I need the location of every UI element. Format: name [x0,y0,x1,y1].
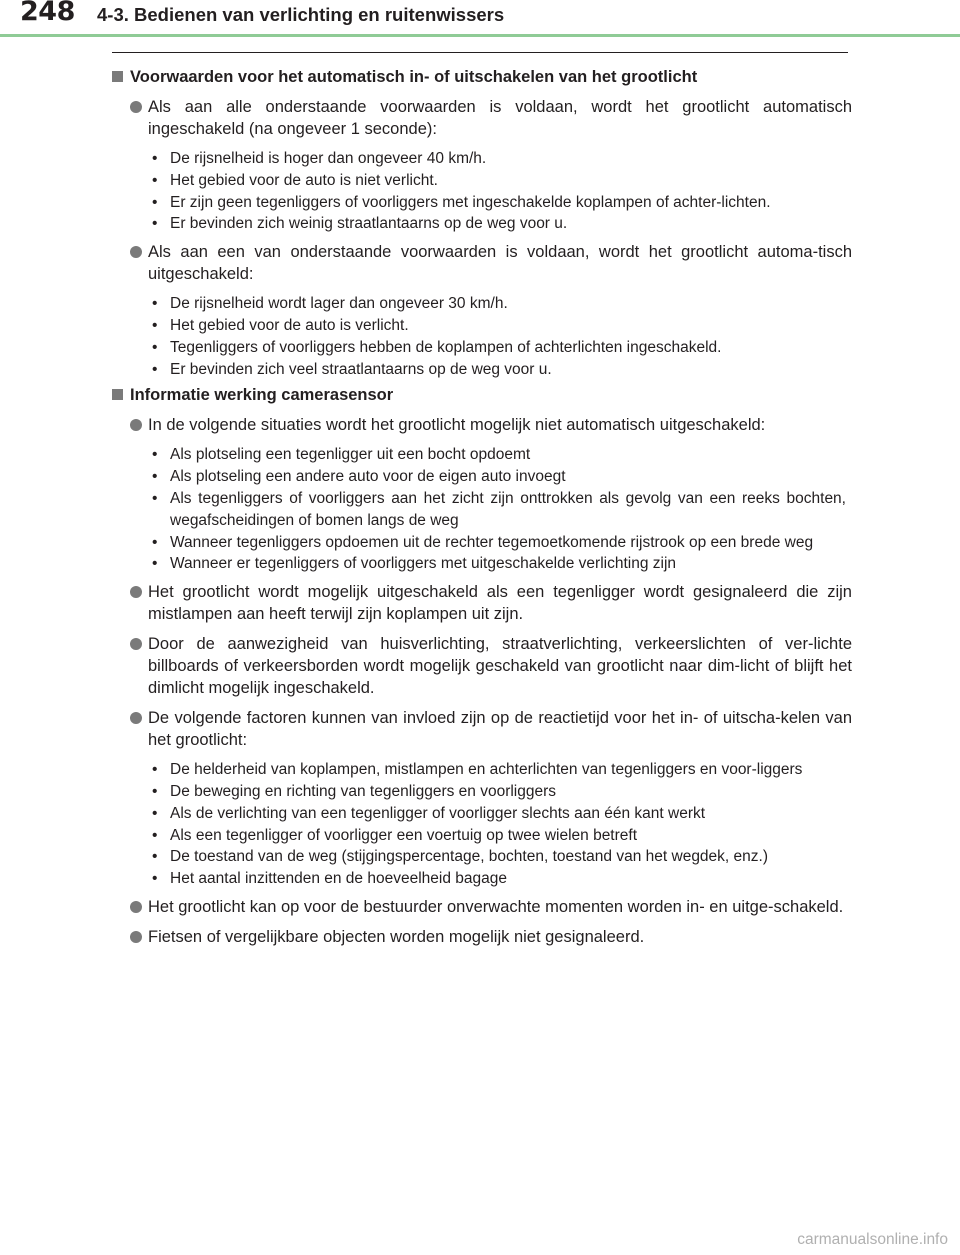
small-bullet-icon: • [152,295,158,313]
sub-list-item [152,444,852,466]
header-rule [0,34,960,37]
bullet-item [130,707,852,751]
sub-list-text: De rijsnelheid is hoger dan ongeveer 40 km/h. [170,150,487,167]
small-bullet-icon: • [152,848,158,866]
sub-list-text: De helderheid van koplampen, mistlampen en achterlichten van tegenliggers en voor-liggers [170,761,803,779]
bullet-item [130,96,852,140]
bullet-item [130,241,852,285]
bullet-item [130,633,852,699]
bullet-text: In de volgende situaties wordt het grootlicht mogelijk niet automatisch uitgeschakeld: [148,416,766,435]
sub-list-item [152,759,852,781]
bullet-item [130,926,852,948]
sub-list-item [152,466,852,488]
circle-bullet-icon [130,901,142,913]
sub-list-text: Wanneer tegenliggers opdoemen uit de rechter tegemoetkomende rijstrook op een brede weg [170,533,814,551]
sub-list-item [152,315,852,337]
small-bullet-icon: • [152,555,158,573]
page-header [0,0,960,32]
small-bullet-icon: • [152,215,158,233]
sub-list-item [152,846,852,868]
sub-list-item [152,532,852,554]
small-bullet-icon: • [152,193,158,211]
small-bullet-icon: • [152,804,158,822]
sub-list-text: De toestand van de weg (stijgingspercentage, bochten, toestand van het wegdek, enz.) [170,848,768,866]
section-heading-text: Informatie werking camerasensor [130,386,394,405]
small-bullet-icon: • [152,171,158,189]
sub-list-text: Het aantal inzittenden en de hoeveelheid bagage [170,870,507,888]
circle-bullet-icon [130,586,142,598]
circle-bullet-icon [130,101,142,113]
sub-list-item [152,803,852,825]
bullet-text: De volgende factoren kunnen van invloed zijn op de reactietijd voor het in- of uitscha-kelen van het grootlicht: [148,709,852,750]
small-bullet-icon: • [152,468,158,486]
page-number: 248 [20,0,75,27]
circle-bullet-icon [130,638,142,650]
section-divider [112,52,848,53]
sub-list-text: Tegenliggers of voorliggers hebben de koplampen of achterlichten ingeschakeld. [170,338,722,356]
chapter-title: 4-3. Bedienen van verlichting en ruitenwissers [97,4,505,25]
small-bullet-icon: • [152,150,158,167]
sub-list-item [152,553,852,575]
sub-list-item [152,359,852,381]
square-bullet-icon [112,71,123,82]
sub-list-item [152,337,852,359]
sub-list-text: Als een tegenligger of voorligger een voertuig op twee wielen betreft [170,826,638,844]
bullet-item [130,896,852,918]
sub-list-text: Er bevinden zich weinig straatlantaarns op de weg voor u. [170,215,568,233]
small-bullet-icon: • [152,489,158,507]
sub-list [152,444,852,575]
section-heading [112,386,852,405]
small-bullet-icon: • [152,360,158,378]
sub-list-text: De rijsnelheid wordt lager dan ongeveer 30 km/h. [170,295,508,313]
bullet-text: Het grootlicht wordt mogelijk uitgeschakeld als een tegenligger wordt gesignaleerd die zijn mistlampen aan heeft terwijl zijn koplampen uit zijn. [148,583,852,624]
small-bullet-icon: • [152,446,158,464]
circle-bullet-icon [130,712,142,724]
sub-list-text: Wanneer er tegenliggers of voorliggers met uitgeschakelde verlichting zijn [170,555,677,573]
small-bullet-icon: • [152,338,158,356]
small-bullet-icon: • [152,826,158,844]
bullet-item [130,581,852,625]
sub-list-text: Er bevinden zich veel straatlantaarns op de weg voor u. [170,360,552,378]
section-heading [112,68,852,87]
watermark: carmanualsonline.info [797,1231,948,1248]
section-heading-text: Voorwaarden voor het automatisch in- of uitschakelen van het grootlicht [130,68,698,86]
small-bullet-icon: • [152,870,158,888]
sub-list-item [152,148,852,170]
bullet-text: Als aan alle onderstaande voorwaarden is voldaan, wordt het grootlicht automatisch ingeschakeld (na ongeveer 1 seconde): [148,98,852,138]
sub-list [152,759,852,890]
bullet-text: Door de aanwezigheid van huisverlichting, straatverlichting, verkeerslichten of ver-lichte billboards of verkeersborden wordt mogelijk geschakeld van grootlicht naar dim-licht of blijft het dimlicht mogelijk ingeschakeld. [148,635,852,698]
sub-list [152,293,852,380]
circle-bullet-icon [130,246,142,258]
sub-list-item [152,868,852,890]
sub-list-text: Als plotseling een andere auto voor de eigen auto invoegt [170,468,566,486]
sub-list-text: Als plotseling een tegenligger uit een bocht opdoemt [170,446,531,464]
sub-list-text: Als tegenliggers of voorliggers aan het zicht zijn onttrokken als gevolg van een reeks bochten, wegafscheidingen of bomen langs de weg [170,489,846,529]
sub-list [152,148,852,235]
sub-list-text: Het gebied voor de auto is verlicht. [170,316,409,334]
sub-list-item [152,293,852,315]
circle-bullet-icon [130,419,142,431]
sub-list-text: De beweging en richting van tegenliggers en voorliggers [170,782,557,800]
small-bullet-icon: • [152,782,158,800]
page-content [112,64,852,956]
sub-list-item [152,825,852,847]
small-bullet-icon: • [152,761,158,779]
small-bullet-icon: • [152,316,158,334]
circle-bullet-icon [130,931,142,943]
square-bullet-icon [112,389,123,400]
sub-list-text: Als de verlichting van een tegenligger of voorligger slechts aan één kant werkt [170,804,706,822]
sub-list-item [152,213,852,235]
bullet-text: Als aan een van onderstaande voorwaarden is voldaan, wordt het grootlicht automa-tisch uitgeschakeld: [148,243,852,284]
sub-list-text: Er zijn geen tegenliggers of voorliggers met ingeschakelde koplampen of achter-lichten. [170,193,771,211]
sub-list-item [152,781,852,803]
sub-list-item [152,170,852,192]
bullet-item [130,414,852,436]
sub-list-text: Het gebied voor de auto is niet verlicht. [170,171,438,189]
small-bullet-icon: • [152,533,158,551]
bullet-text: Het grootlicht kan op voor de bestuurder onverwachte momenten worden in- en uitge-schakeld. [148,897,844,916]
sub-list-item [152,488,852,532]
bullet-text: Fietsen of vergelijkbare objecten worden mogelijk niet gesignaleerd. [148,927,645,946]
sub-list-item [152,192,852,214]
